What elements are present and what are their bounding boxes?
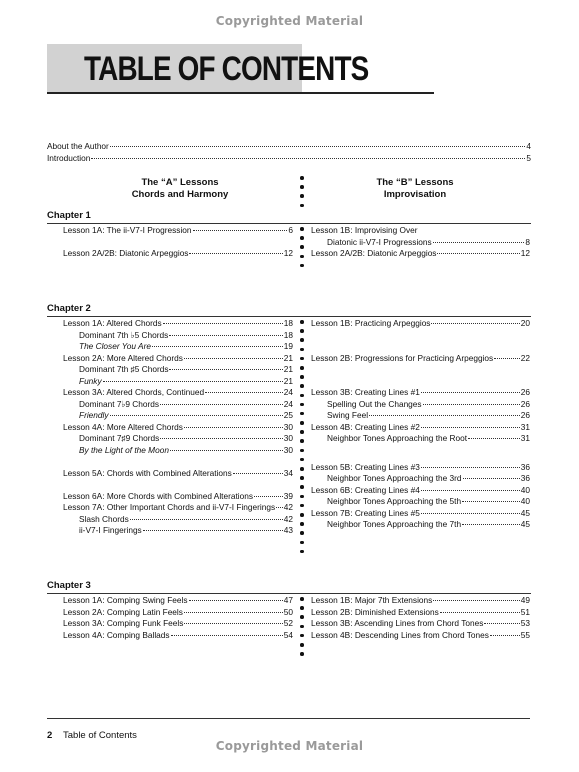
- column-heading-line: The “A” Lessons: [141, 177, 219, 188]
- dot-leader: [484, 623, 519, 624]
- entry-page-number: 54: [283, 629, 293, 640]
- column-heading-line: The “B” Lessons: [376, 177, 454, 188]
- separator-dot: [300, 176, 304, 180]
- toc-entry[interactable]: [63, 318, 293, 330]
- entry-page-number: 21: [283, 375, 293, 386]
- entry-page-number: 24: [283, 398, 293, 409]
- dot-leader: [421, 427, 520, 428]
- toc-entry[interactable]: [79, 525, 293, 537]
- dot-leader: [171, 635, 283, 636]
- entry-page-number: 18: [283, 318, 293, 328]
- entry-label: Dominant 7♭9 Chords: [79, 398, 160, 409]
- separator-dot: [300, 449, 304, 453]
- separator-dot: [300, 375, 304, 379]
- dot-leader: [184, 623, 282, 624]
- dot-leader: [462, 501, 520, 502]
- separator-dot: [300, 236, 304, 240]
- entry-label: Lesson 2A/2B: Diatonic Arpeggios: [311, 248, 437, 258]
- dot-leader: [170, 450, 283, 451]
- column-divider-dots: [300, 320, 304, 559]
- dot-leader: [421, 490, 520, 491]
- entry-label: Lesson 5A: Chords with Combined Alterations: [63, 467, 232, 478]
- entry-page-number: 34: [283, 467, 293, 478]
- entry-label: About the Author: [47, 141, 109, 151]
- entry-page-number: 40: [520, 484, 530, 495]
- entry-label: Neighbor Tones Approaching the 5th: [327, 496, 462, 507]
- separator-dot: [300, 185, 304, 189]
- entry-label: Lesson 4A: More Altered Chords: [63, 421, 183, 432]
- separator-dot: [300, 625, 304, 629]
- entry-label: Lesson 6B: Creating Lines #4: [311, 484, 420, 495]
- toc-entry[interactable]: [63, 225, 293, 237]
- entry-page-number: 52: [283, 618, 293, 628]
- footer-page-number: 2: [47, 730, 53, 741]
- entry-page-number: 18: [283, 329, 293, 340]
- entry-page-number: 40: [520, 496, 530, 507]
- dot-leader: [152, 346, 283, 347]
- toc-entry[interactable]: [311, 607, 530, 619]
- entry-page-number: 47: [283, 595, 293, 605]
- entry-label: Funky: [79, 375, 102, 386]
- entry-page-number: 55: [520, 629, 530, 640]
- footer-label: Table of Contents: [63, 730, 137, 741]
- dot-leader: [110, 415, 283, 416]
- dot-leader: [463, 478, 520, 479]
- dot-leader: [433, 600, 519, 601]
- entry-page-number: 45: [520, 507, 530, 518]
- front-matter-entry[interactable]: [47, 141, 531, 153]
- separator-dot: [300, 513, 304, 517]
- separator-dot: [300, 615, 304, 619]
- toc-entry[interactable]: [327, 433, 530, 445]
- dot-leader: [433, 242, 525, 243]
- entry-page-number: 26: [520, 398, 530, 409]
- separator-dot: [300, 329, 304, 333]
- toc-entry[interactable]: [327, 473, 530, 485]
- entry-label: The Closer You Are: [79, 341, 151, 351]
- toc-entry[interactable]: [63, 595, 293, 607]
- separator-dot: [300, 245, 304, 249]
- entry-page-number: 30: [283, 421, 293, 432]
- separator-dot: [300, 439, 304, 443]
- dot-leader: [189, 253, 282, 254]
- dot-leader: [421, 513, 520, 514]
- toc-entry[interactable]: [311, 630, 530, 642]
- front-matter-entry[interactable]: [47, 153, 531, 165]
- toc-entry[interactable]: [63, 248, 293, 260]
- entry-page-number: 30: [283, 433, 293, 443]
- toc-entry[interactable]: [79, 445, 293, 457]
- entry-label: Lesson 3A: Altered Chords, Continued: [63, 387, 205, 397]
- entry-page-number: 39: [283, 490, 293, 501]
- entry-label: Lesson 1B: Major 7th Extensions: [311, 595, 433, 605]
- dot-leader: [169, 369, 282, 370]
- separator-dot: [300, 476, 304, 480]
- toc-entry[interactable]: [63, 387, 293, 399]
- entry-page-number: 12: [283, 248, 293, 258]
- toc-entry[interactable]: [327, 399, 530, 411]
- entry-page-number: 30: [283, 444, 293, 455]
- entry-page-number: 19: [283, 341, 293, 351]
- entry-label: Lesson 7B: Creating Lines #5: [311, 507, 420, 518]
- separator-dot: [300, 255, 304, 259]
- toc-entry[interactable]: [311, 618, 530, 630]
- entry-page-number: 24: [283, 387, 293, 397]
- entry-label: Lesson 1A: The ii-V7-I Progression: [63, 225, 192, 235]
- dot-leader: [423, 404, 520, 405]
- separator-dot: [300, 504, 304, 508]
- dot-leader: [233, 473, 283, 474]
- separator-dot: [300, 320, 304, 324]
- toc-entry[interactable]: [311, 462, 530, 474]
- dot-leader: [193, 230, 288, 231]
- entry-label: Diatonic ii-V7-I Progressions: [327, 236, 432, 247]
- separator-dot: [300, 348, 304, 352]
- entry-page-number: 42: [283, 513, 293, 524]
- chapter-heading: Chapter 3: [47, 580, 531, 594]
- entry-label: Lesson 1B: Practicing Arpeggios: [311, 318, 431, 328]
- column-divider-dots: [300, 597, 304, 661]
- separator-dot: [300, 467, 304, 471]
- entry-label: Friendly: [79, 410, 109, 420]
- entry-page-number: 8: [525, 236, 530, 247]
- toc-entry[interactable]: [79, 410, 293, 422]
- entry-label: ii-V7-I Fingerings: [79, 525, 142, 535]
- toc-entry[interactable]: [311, 318, 530, 330]
- entry-page-number: 5: [526, 152, 531, 163]
- entry-label: Lesson 3B: Creating Lines #1: [311, 387, 420, 397]
- separator-dot: [300, 412, 304, 416]
- dot-leader: [184, 612, 283, 613]
- entry-page-number: 42: [283, 502, 293, 512]
- separator-dot: [300, 357, 304, 361]
- entry-page-number: 49: [520, 595, 530, 605]
- dot-leader: [254, 496, 283, 497]
- separator-dot: [300, 495, 304, 499]
- column-heading-line: Chords and Harmony: [131, 189, 229, 200]
- dot-leader: [130, 519, 283, 520]
- toc-entry[interactable]: [79, 433, 293, 445]
- entry-label: Dominant 7th ♭5 Chords: [79, 329, 169, 340]
- separator-dot: [300, 421, 304, 425]
- column-heading-a: [90, 177, 270, 201]
- dot-leader: [437, 253, 519, 254]
- separator-dot: [300, 366, 304, 370]
- separator-dot: [300, 531, 304, 535]
- watermark-bottom: Copyrighted Material: [215, 739, 364, 753]
- entry-page-number: 36: [520, 461, 530, 472]
- separator-dot: [300, 541, 304, 545]
- separator-dot: [300, 606, 304, 610]
- toc-entry[interactable]: [311, 422, 530, 434]
- separator-dot: [300, 550, 304, 554]
- dot-leader: [160, 404, 283, 405]
- toc-entry[interactable]: [311, 353, 530, 365]
- separator-dot: [300, 643, 304, 647]
- toc-entry[interactable]: [311, 485, 530, 497]
- separator-dot: [300, 458, 304, 462]
- separator-dot: [300, 264, 304, 268]
- toc-entry[interactable]: [79, 376, 293, 388]
- entry-label: Lesson 2A: Comping Latin Feels: [63, 606, 183, 617]
- entry-label: Lesson 4A: Comping Ballads: [63, 629, 170, 640]
- toc-entry[interactable]: [327, 237, 530, 249]
- column-divider-dots: [300, 227, 304, 273]
- entry-page-number: 26: [520, 410, 530, 420]
- entry-label: Introduction: [47, 152, 91, 163]
- dot-leader: [169, 335, 283, 336]
- entry-label: Lesson 2A: More Altered Chords: [63, 352, 183, 363]
- entry-label: Dominant 7th ♯5 Chords: [79, 364, 169, 374]
- dot-leader: [160, 438, 283, 439]
- entry-page-number: 31: [520, 433, 530, 443]
- entry-label: Lesson 1A: Comping Swing Feels: [63, 595, 188, 605]
- separator-dot: [300, 394, 304, 398]
- chapter-heading: Chapter 2: [47, 303, 531, 317]
- dot-leader: [110, 146, 526, 147]
- toc-entry[interactable]: [311, 508, 530, 520]
- entry-page-number: 20: [520, 318, 530, 328]
- separator-dot: [300, 194, 304, 198]
- column-heading-b: [325, 177, 505, 201]
- separator-dot: [300, 338, 304, 342]
- toc-entry[interactable]: [63, 353, 293, 365]
- separator-dot: [300, 485, 304, 489]
- entry-label: Neighbor Tones Approaching the 7th: [327, 519, 462, 530]
- toc-entry[interactable]: [79, 330, 293, 342]
- watermark-top: Copyrighted Material: [215, 14, 364, 28]
- column-divider-dots: [300, 176, 304, 213]
- dot-leader: [431, 323, 519, 324]
- toc-entry[interactable]: [327, 519, 530, 531]
- dot-leader: [184, 358, 283, 359]
- toc-entry[interactable]: [63, 422, 293, 434]
- entry-page-number: 50: [283, 606, 293, 617]
- separator-dot: [300, 522, 304, 526]
- entry-label: By the Light of the Moon: [79, 444, 169, 455]
- toc-entry[interactable]: [79, 399, 293, 411]
- dot-leader: [91, 158, 525, 159]
- entry-label: Lesson 4B: Creating Lines #2: [311, 421, 420, 432]
- entry-page-number: 12: [520, 248, 530, 258]
- entry-label: Swing Feel: [327, 410, 369, 420]
- entry-label: Lesson 2A/2B: Diatonic Arpeggios: [63, 248, 189, 258]
- chapter-heading: Chapter 1: [47, 210, 531, 224]
- entry-page-number: 22: [520, 352, 530, 363]
- dot-leader: [468, 438, 520, 439]
- separator-dot: [300, 597, 304, 601]
- entry-label: Lesson 2B: Progressions for Practicing Arpeggios: [311, 352, 494, 363]
- entry-page-number: 51: [520, 606, 530, 617]
- toc-entry[interactable]: [63, 630, 293, 642]
- dot-leader: [143, 530, 283, 531]
- entry-page-number: 21: [283, 364, 293, 374]
- entry-label: Lesson 5B: Creating Lines #3: [311, 461, 420, 472]
- toc-entry[interactable]: [63, 607, 293, 619]
- footer-rule: [47, 718, 530, 719]
- entry-page-number: 43: [283, 525, 293, 535]
- toc-entry[interactable]: [63, 468, 293, 480]
- separator-dot: [300, 652, 304, 656]
- toc-entry[interactable]: [63, 491, 293, 503]
- dot-leader: [490, 635, 520, 636]
- dot-leader: [421, 467, 520, 468]
- entry-label: Lesson 3B: Ascending Lines from Chord Tones: [311, 618, 484, 628]
- dot-leader: [163, 323, 283, 324]
- entry-page-number: 26: [520, 387, 530, 397]
- separator-dot: [300, 430, 304, 434]
- entry-label: Slash Chords: [79, 513, 129, 524]
- entry-label: Dominant 7♯9 Chords: [79, 433, 160, 443]
- entry-page-number: 6: [288, 225, 293, 235]
- dot-leader: [205, 392, 283, 393]
- toc-entry[interactable]: [79, 341, 293, 353]
- entry-label: Lesson 1B: Improvising Over: [311, 225, 418, 235]
- entry-label: Lesson 2B: Diminished Extensions: [311, 606, 439, 617]
- toc-entry[interactable]: [79, 364, 293, 376]
- entry-label: Lesson 1A: Altered Chords: [63, 318, 162, 328]
- entry-page-number: 36: [520, 473, 530, 484]
- toc-entry[interactable]: [79, 514, 293, 526]
- toc-entry[interactable]: [311, 595, 530, 607]
- entry-page-number: 4: [526, 141, 531, 151]
- dot-leader: [276, 507, 283, 508]
- dot-leader: [494, 358, 520, 359]
- entry-page-number: 45: [520, 519, 530, 530]
- separator-dot: [300, 634, 304, 638]
- column-heading-line: Improvisation: [383, 189, 447, 200]
- entry-label: Spelling Out the Changes: [327, 398, 422, 409]
- toc-entry[interactable]: [327, 410, 530, 422]
- separator-dot: [300, 403, 304, 407]
- page-title: TABLE OF CONTENTS: [84, 50, 369, 88]
- toc-entry[interactable]: [311, 225, 530, 237]
- dot-leader: [462, 524, 520, 525]
- dot-leader: [421, 392, 520, 393]
- entry-page-number: 21: [283, 352, 293, 363]
- entry-label: Lesson 4B: Descending Lines from Chord Tones: [311, 629, 489, 640]
- title-rule: [47, 92, 434, 94]
- toc-entry[interactable]: [311, 387, 530, 399]
- toc-entry[interactable]: [327, 496, 530, 508]
- separator-dot: [300, 384, 304, 388]
- entry-label: Lesson 7A: Other Important Chords and ii-V7-I Fingerings: [63, 502, 276, 512]
- dot-leader: [189, 600, 283, 601]
- dot-leader: [184, 427, 283, 428]
- dot-leader: [369, 415, 520, 416]
- entry-page-number: 25: [283, 410, 293, 420]
- toc-entry[interactable]: [63, 502, 293, 514]
- entry-label: Neighbor Tones Approaching the Root: [327, 433, 468, 443]
- entry-label: Lesson 3A: Comping Funk Feels: [63, 618, 184, 628]
- toc-entry[interactable]: [63, 618, 293, 630]
- entry-page-number: 53: [520, 618, 530, 628]
- separator-dot: [300, 204, 304, 208]
- entry-page-number: 31: [520, 421, 530, 432]
- toc-entry[interactable]: [311, 248, 530, 260]
- dot-leader: [440, 612, 520, 613]
- dot-leader: [103, 381, 283, 382]
- entry-label: Lesson 6A: More Chords with Combined Alterations: [63, 490, 254, 501]
- entry-label: Neighbor Tones Approaching the 3rd: [327, 473, 462, 484]
- separator-dot: [300, 227, 304, 231]
